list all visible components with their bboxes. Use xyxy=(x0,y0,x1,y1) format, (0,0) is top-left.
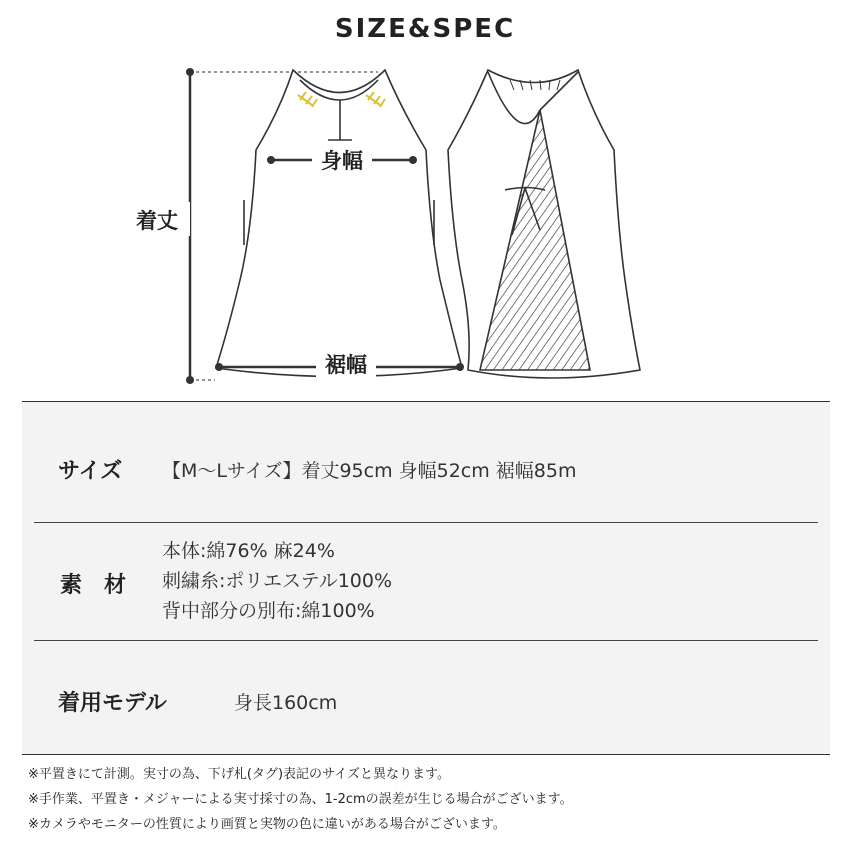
size-label: サイズ xyxy=(58,459,123,484)
material-line: 背中部分の別布:綿100% xyxy=(162,600,375,622)
model-label: 着用モデル xyxy=(58,691,167,716)
back-view xyxy=(448,70,640,378)
note-line: ※カメラやモニターの性質により画質と実物の色に違いがある場合がございます。 xyxy=(28,817,506,832)
size-value: 【M〜Lサイズ】着丈95cm 身幅52cm 裾幅85m xyxy=(162,460,577,482)
spec-panel xyxy=(22,401,830,755)
material-line: 刺繍糸:ポリエステル100% xyxy=(162,570,393,592)
row-divider xyxy=(34,522,818,523)
front-view xyxy=(216,70,462,377)
chest-label: 身幅 xyxy=(321,149,363,173)
note-line: ※平置きにて計測。実寸の為、下げ札(タグ)表記のサイズと異なります。 xyxy=(28,767,450,782)
material-list xyxy=(162,536,392,626)
garment-diagram xyxy=(0,0,850,400)
page-title: SIZE&SPEC xyxy=(334,14,516,44)
material-label: 素 材 xyxy=(60,573,127,598)
material-line: 本体:綿76% 麻24% xyxy=(162,540,335,562)
length-label: 着丈 xyxy=(136,209,178,233)
notes xyxy=(28,762,573,837)
row-divider xyxy=(34,640,818,641)
note-line: ※手作業、平置き・メジャーによる実寸採寸の為、1-2cmの誤差が生じる場合がございます。 xyxy=(28,792,573,807)
hem-label: 裾幅 xyxy=(325,353,367,377)
model-value: 身長160cm xyxy=(234,692,338,714)
